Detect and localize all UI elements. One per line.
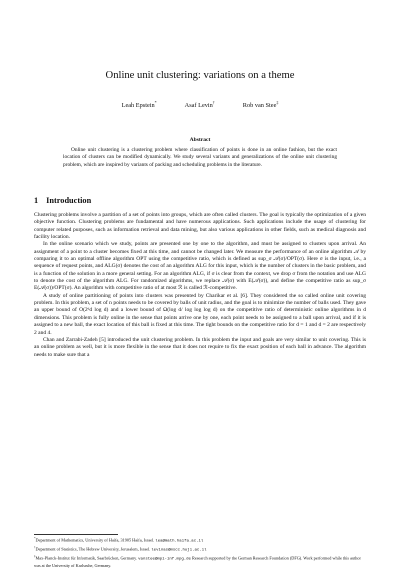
author: Asaf Levin†: [184, 100, 215, 110]
paragraph: Clustering problems involve a partition of a set of points into groups, which are often called clusters. The goal is typically the optimization of a given objective function. Clustering problems are fundamental and have numerous applications. Such applications include the usage of clustering for computer related purposes, such as information retrieval and data mining, but also various applications in other fields, such as medical diagnosis and facility location.: [34, 212, 366, 241]
footnotes: [34, 536, 366, 569]
abstract-heading: Abstract: [189, 137, 211, 143]
paragraph: Chan and Zarrabi-Zadeh [5] introduced the unit clustering problem. In this problem the input and goals are very similar to unit covering. This is an online problem as well, but it is more flexible in the sense that it does not require to fix the exact position of each ball in advance. The algorithm needs to make sure that a: [34, 336, 366, 358]
email-link[interactable]: levinas@mscc.huji.ac.il: [151, 548, 207, 553]
footnote: †Department of Statistics, The Hebrew University, Jerusalem, Israel. levinas@mscc.huji.ac.il: [34, 545, 207, 553]
footnote-rule: [34, 534, 118, 535]
email-link[interactable]: vanstee@mpi-inf.mpg.de: [138, 557, 191, 562]
email-link[interactable]: lea@math.haifa.ac.il: [155, 539, 204, 544]
footnote: *Department of Mathematics, University of Haifa, 31905 Haifa, Israel. lea@math.haifa.ac.il: [34, 536, 204, 544]
abstract-text: Online unit clustering is a clustering problem where classification of points is done in an online fashion, but the exact location of clusters can be modified dynamically. We study several variants and generalizations of the online unit clustering problem, which are inspired by variants of packing and scheduling problems in the literature.: [63, 147, 337, 168]
author-list: [40, 99, 360, 110]
paragraph: In the online scenario which we study, points are presented one by one to the algorithm, and must be assigned to clusters upon arrival. An assignment of a point to a cluster becomes fixed at this time, and cannot be changed later. We measure the performance of an online algorithm 𝒜 by comparing it to an optimal offline algorithm OPT using the competitive ratio, which is defined as sup_σ 𝒜(σ)/OPT(σ). Here σ is the input, i.e., a sequence of request points, and ALG(σ) denotes the cost of an algorithm ALG for this input, which is the number of clusters in the basic problem, and is a function of the solution in a more general setting. For an algorithm ALG, if σ is clear from the context, we drop σ from the notation and use ALG to denote the cost of the algorithm ALG. For randomized algorithms, we replace 𝒜(σ) with E(𝒜(σ)), and define the competitive ratio as sup_σ E(𝒜(σ))/OPT(σ). An algorithm with competitive ratio of at most ℛ is called ℛ-competitive.: [34, 241, 366, 292]
footnote: ‡Max-Planck-Institut für Informatik, Saarbrücken, Germany. vanstee@mpi-inf.mpg.de Research supported by the German Research Foundation (DFG). Work performed while this author was at the University of Karlsruhe, Germany.: [34, 554, 361, 568]
author: Leah Epstein*: [121, 100, 157, 110]
section-body: [34, 212, 366, 359]
paper-title: Online unit clustering: variations on a theme: [105, 70, 295, 81]
section-heading: 1 Introduction: [34, 196, 92, 205]
paragraph: A study of online partitioning of points into clusters was presented by Charikar et al. [6]. They considered the so called online unit covering problem. In this problem, a set of n points needs to be covered by balls of unit radius, and the goal is to minimize the number of balls used. They gave an upper bound of O(2ᵈd log d) and a lower bound of Ω(log d/ log log log d) on the competitive ratio of deterministic online algorithms in d dimensions. This problem is fully online in the sense that points arrive one by one, each point needs to be assigned to a ball upon arrival, and if it is assigned to a new ball, the exact location of this ball is fixed at this time. The tight bounds on the competitive ratio for d = 1 and d = 2 are respectively 2 and 4.: [34, 292, 366, 336]
author: Rob van Stee‡: [242, 100, 279, 110]
